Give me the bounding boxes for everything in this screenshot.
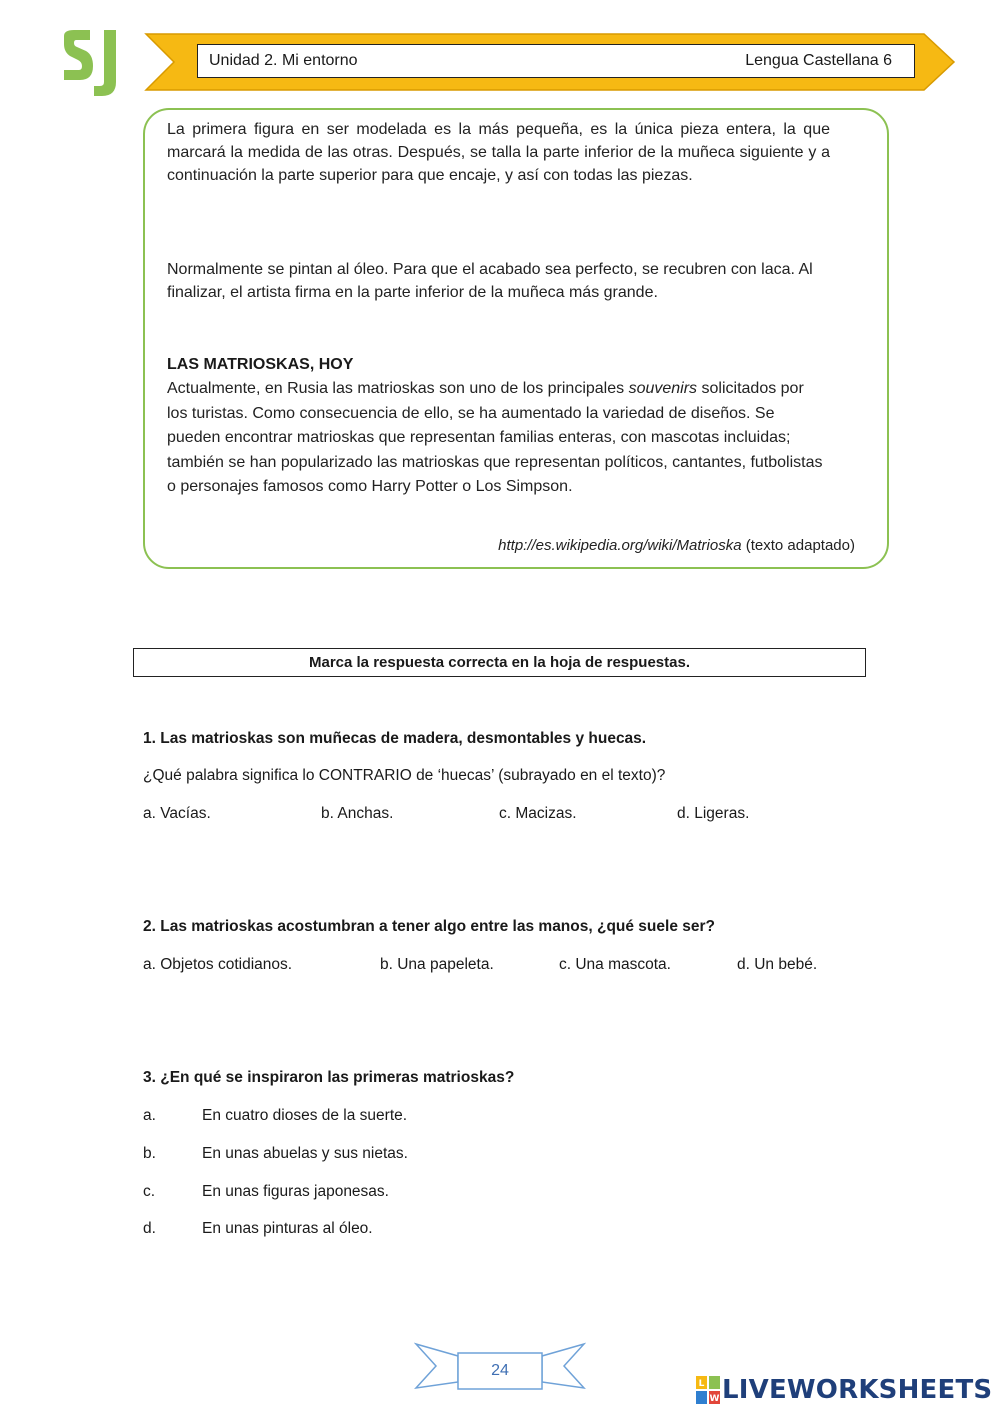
source-note: (texto adaptado) bbox=[745, 537, 855, 554]
liveworksheets-watermark bbox=[696, 1375, 992, 1405]
question-1-option-a[interactable]: a. Vacías. bbox=[143, 805, 211, 822]
watermark-text: LIVEWORKSHEETS bbox=[722, 1375, 993, 1405]
instruction-box: Marca la respuesta correcta en la hoja de respuestas. bbox=[133, 648, 866, 677]
question-2-option-a[interactable]: a. Objetos cotidianos. bbox=[143, 956, 293, 973]
question-1-option-b[interactable]: b. Anchas. bbox=[321, 805, 394, 822]
page-number: 24 bbox=[491, 1362, 509, 1379]
header-box bbox=[197, 44, 915, 78]
souvenirs-italic: souvenirs bbox=[628, 380, 698, 397]
question-3-title: 3. ¿En qué se inspiraron las primeras matrioskas? bbox=[143, 1069, 515, 1086]
source-citation bbox=[498, 537, 855, 554]
reading-paragraph-2: Normalmente se pintan al óleo. Para que el acabado sea perfecto, se recubren con laca. Al finalizar, el artista firma en la parte inferior de la muñeca más grande. bbox=[167, 261, 813, 301]
question-3-option-a-letter[interactable]: a. bbox=[143, 1107, 156, 1124]
question-1-prompt: ¿Qué palabra significa lo CONTRARIO de ‘huecas’ (subrayado en el texto)? bbox=[143, 767, 666, 784]
question-3-option-c-text[interactable]: En unas figuras japonesas. bbox=[202, 1183, 389, 1200]
question-3-option-b-letter[interactable]: b. bbox=[143, 1145, 156, 1162]
question-3-option-b-text[interactable]: En unas abuelas y sus nietas. bbox=[202, 1145, 408, 1162]
school-logo bbox=[60, 28, 126, 98]
question-2-option-d[interactable]: d. Un bebé. bbox=[737, 956, 818, 973]
question-1-option-c[interactable]: c. Macizas. bbox=[499, 805, 577, 822]
section-title: LAS MATRIOSKAS, HOY bbox=[167, 356, 354, 373]
source-link[interactable]: http://es.wikipedia.org/wiki/Matrioska bbox=[498, 537, 742, 554]
question-3-option-a-text[interactable]: En cuatro dioses de la suerte. bbox=[202, 1107, 408, 1124]
question-3-option-d-text[interactable]: En unas pinturas al óleo. bbox=[202, 1220, 373, 1237]
question-1-option-d[interactable]: d. Ligeras. bbox=[677, 805, 750, 822]
reading-paragraph-1: La primera figura en ser modelada es la más pequeña, es la única pieza entera, la que marcará la medida de las otras. Después, se talla la parte inferior de la muñeca siguiente y a continuación la parte superior para que encaje, y así con todas las piezas. bbox=[167, 121, 830, 184]
question-3-option-d-letter[interactable]: d. bbox=[143, 1220, 156, 1237]
question-2-option-c[interactable]: c. Una mascota. bbox=[559, 956, 671, 973]
paragraph-3-end: solicitados por los turistas. Como consecuencia de ello, se ha aumentado la variedad de diseños. Se pueden encontrar matrioskas que representan familias enteras, con mascotas incluidas; también se han popularizado las matrioskas que representan políticos, cantantes, futbolistas o personajes famosos como Harry Potter o Los Simpson. bbox=[167, 380, 823, 495]
icon-letter-w: W bbox=[709, 1394, 720, 1404]
paragraph-3-start: Actualmente, en Rusia las matrioskas son uno de los principales bbox=[167, 380, 629, 397]
icon-letter-l: L bbox=[698, 1379, 705, 1389]
unit-title: Unidad 2. Mi entorno bbox=[209, 52, 358, 69]
subject-title: Lengua Castellana 6 bbox=[745, 52, 892, 69]
question-1-title: 1. Las matrioskas son muñecas de madera, desmontables y huecas. bbox=[143, 730, 647, 747]
reading-paragraph-3 bbox=[167, 377, 827, 500]
liveworksheets-icon bbox=[696, 1376, 720, 1404]
question-2-title: 2. Las matrioskas acostumbran a tener algo entre las manos, ¿qué suele ser? bbox=[143, 918, 715, 935]
question-3-option-c-letter[interactable]: c. bbox=[143, 1183, 156, 1200]
question-2-option-b[interactable]: b. Una papeleta. bbox=[380, 956, 494, 973]
